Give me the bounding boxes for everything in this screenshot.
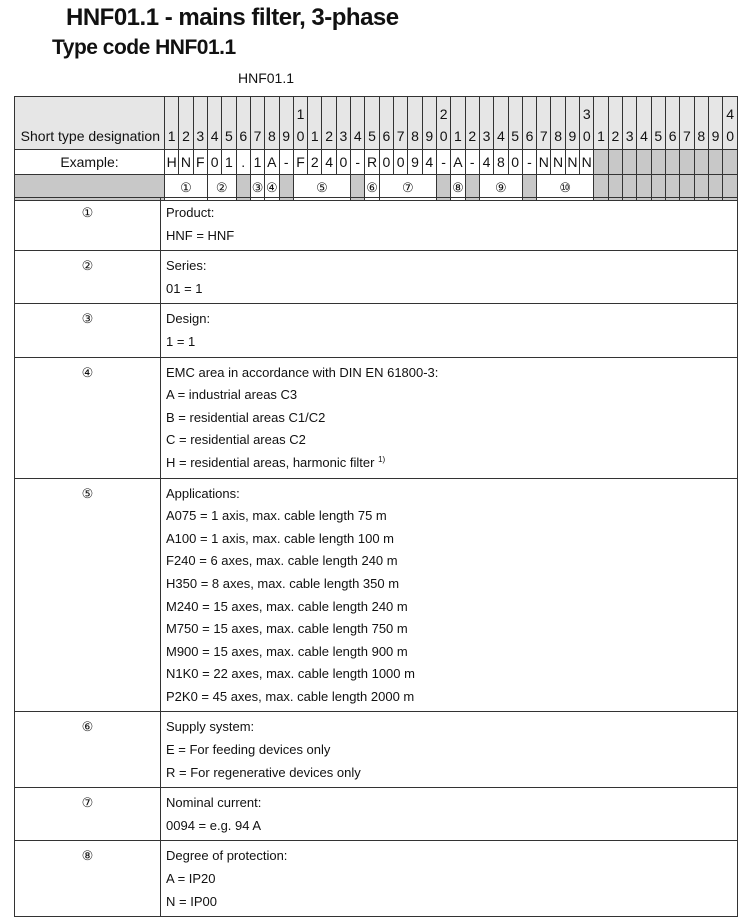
example-char-cell <box>637 150 651 175</box>
example-char-cell <box>723 150 738 175</box>
position-units: 8 <box>554 128 562 144</box>
example-char-cell: - <box>522 150 536 175</box>
position-units: 7 <box>539 128 548 144</box>
position-units: 3 <box>339 128 348 144</box>
position-units: 0 <box>439 128 448 144</box>
example-char-cell: - <box>279 150 293 175</box>
position-cell <box>637 97 651 150</box>
definition-row <box>15 304 738 357</box>
position-cell <box>365 97 379 150</box>
definition-marker: ③ <box>15 304 161 357</box>
definition-description <box>161 788 738 841</box>
example-char-cell <box>608 150 622 175</box>
position-cell <box>279 97 293 150</box>
definition-option-text: 0094 = e.g. 94 A <box>166 817 262 833</box>
position-tens <box>652 103 665 125</box>
definition-row <box>15 357 738 478</box>
position-tens <box>194 103 207 125</box>
definition-heading: Nominal current: <box>166 795 262 811</box>
section-title: Type code HNF01.1 <box>52 36 236 59</box>
position-cell <box>436 97 450 150</box>
position-units: 5 <box>511 128 520 144</box>
position-units: 5 <box>368 128 376 144</box>
definition-option <box>166 739 732 762</box>
group-marker-cell: ⑥ <box>365 175 379 201</box>
definition-option <box>166 225 732 248</box>
definition-marker: ④ <box>15 357 161 478</box>
position-units: 4 <box>353 128 362 144</box>
position-cell <box>250 97 264 150</box>
position-tens <box>179 103 192 125</box>
definition-option <box>166 407 732 430</box>
position-cell <box>651 97 665 150</box>
definition-option-text: A = IP20 <box>166 871 216 887</box>
position-tens <box>451 103 464 125</box>
position-tens <box>308 103 321 125</box>
position-units: 6 <box>668 128 677 144</box>
example-char-cell <box>623 150 637 175</box>
position-tens <box>709 103 722 125</box>
definition-description <box>161 357 738 478</box>
position-units: 7 <box>683 128 691 144</box>
position-cell <box>308 97 322 150</box>
position-cell <box>322 97 336 150</box>
definition-heading: EMC area in accordance with DIN EN 61800-3: <box>166 364 439 380</box>
position-units: 2 <box>468 128 477 144</box>
table-caption: HNF01.1 <box>238 70 295 86</box>
definition-option <box>166 868 732 891</box>
example-char-cell: F <box>293 150 307 175</box>
position-cell <box>665 97 679 150</box>
definition-option <box>166 331 732 354</box>
definition-heading: Series: <box>166 258 207 274</box>
position-units: 7 <box>253 128 262 144</box>
footnote-marker: 1) <box>378 454 386 464</box>
position-tens: 2 <box>439 106 448 122</box>
position-tens <box>322 103 335 125</box>
position-units: 8 <box>411 128 419 144</box>
position-tens <box>408 103 421 125</box>
definition-option-text: 1 = 1 <box>166 333 196 349</box>
example-char-cell: A <box>451 150 465 175</box>
position-units: 6 <box>239 128 248 144</box>
definition-option-text: P2K0 = 45 axes, max. cable length 2000 m <box>166 688 415 704</box>
position-cell <box>623 97 637 150</box>
position-units: 6 <box>382 128 391 144</box>
type-code-table <box>14 96 738 201</box>
definition-option-text: R = For regenerative devices only <box>166 764 361 780</box>
definition-row <box>15 198 738 251</box>
position-cell <box>451 97 465 150</box>
position-units: 3 <box>482 128 491 144</box>
definition-marker: ② <box>15 251 161 304</box>
position-tens <box>351 103 364 125</box>
position-units: 9 <box>711 128 720 144</box>
position-tens <box>494 103 507 125</box>
position-cell <box>165 97 179 150</box>
position-units: 9 <box>425 128 434 144</box>
example-char-cell: H <box>165 150 179 175</box>
position-cell <box>494 97 508 150</box>
position-tens <box>523 103 536 125</box>
position-tens <box>380 103 393 125</box>
position-header-row <box>15 97 738 150</box>
position-cell <box>565 97 579 150</box>
position-units: 2 <box>182 128 190 144</box>
definition-option <box>166 384 732 407</box>
definition-description <box>161 841 738 917</box>
example-row <box>15 150 738 175</box>
position-units: 1 <box>454 128 462 144</box>
example-char-cell: 2 <box>308 150 322 175</box>
example-char-cell: 4 <box>422 150 436 175</box>
position-cell <box>723 97 738 150</box>
example-char-cell: R <box>365 150 379 175</box>
example-char-cell: - <box>351 150 365 175</box>
definition-option <box>166 550 732 573</box>
definition-heading: Design: <box>166 311 211 327</box>
position-tens <box>666 103 679 125</box>
position-cell <box>336 97 350 150</box>
position-cell <box>551 97 565 150</box>
position-units: 8 <box>267 128 276 144</box>
position-cell <box>580 97 594 150</box>
position-tens <box>251 103 264 125</box>
position-cell <box>179 97 193 150</box>
definition-option <box>166 452 732 475</box>
example-char-cell: 1 <box>250 150 264 175</box>
example-char-cell: F <box>193 150 207 175</box>
position-cell <box>408 97 422 150</box>
position-tens <box>594 103 607 125</box>
position-tens <box>623 103 636 125</box>
position-cell <box>680 97 694 150</box>
position-units: 9 <box>282 128 291 144</box>
definition-option-text: M240 = 15 axes, max. cable length 240 m <box>166 598 408 614</box>
example-label: Example: <box>15 150 165 175</box>
position-tens <box>637 103 650 125</box>
example-char-cell <box>594 150 608 175</box>
position-cell <box>594 97 608 150</box>
position-tens <box>165 103 178 125</box>
definition-option <box>166 278 732 301</box>
position-tens <box>394 103 407 125</box>
position-units: 8 <box>697 128 706 144</box>
definition-description <box>161 478 738 712</box>
definition-option-text: M750 = 15 axes, max. cable length 750 m <box>166 621 408 637</box>
definition-heading: Degree of protection: <box>166 848 288 864</box>
position-cell <box>379 97 393 150</box>
position-units: 4 <box>210 128 219 144</box>
position-units: 4 <box>640 128 648 144</box>
position-cell <box>293 97 307 150</box>
example-char-cell <box>665 150 679 175</box>
position-tens <box>365 103 378 125</box>
definition-option-text: E = For feeding devices only <box>166 742 331 758</box>
definition-option-text: 01 = 1 <box>166 280 203 296</box>
position-tens <box>237 103 250 125</box>
definition-option-text: HNF = HNF <box>166 227 235 243</box>
definition-row <box>15 478 738 712</box>
position-cell <box>708 97 722 150</box>
position-tens <box>265 103 278 125</box>
definition-marker: ⑥ <box>15 712 161 788</box>
example-char-cell: N <box>537 150 551 175</box>
definition-description <box>161 251 738 304</box>
definition-option <box>166 528 732 551</box>
group-marker-cell: ⑦ <box>379 175 436 201</box>
position-tens <box>337 103 350 125</box>
position-cell <box>508 97 522 150</box>
group-marker-cell: ⑩ <box>537 175 594 201</box>
position-cell <box>522 97 536 150</box>
position-units: 3 <box>625 128 634 144</box>
example-char-cell: - <box>465 150 479 175</box>
example-char-cell <box>680 150 694 175</box>
definition-option-text: N1K0 = 22 axes, max. cable length 1000 m <box>166 666 415 682</box>
position-tens <box>466 103 479 125</box>
position-units: 2 <box>325 128 333 144</box>
position-units: 3 <box>196 128 205 144</box>
position-tens <box>280 103 293 125</box>
example-char-cell: N <box>551 150 565 175</box>
definition-option <box>166 762 732 785</box>
definition-row <box>15 251 738 304</box>
page-title: HNF01.1 - mains filter, 3-phase <box>66 4 399 31</box>
example-char-cell: A <box>265 150 279 175</box>
definition-option <box>166 596 732 619</box>
example-char-cell: 0 <box>336 150 350 175</box>
position-tens <box>509 103 522 125</box>
position-cell <box>265 97 279 150</box>
definition-row <box>15 788 738 841</box>
example-char-cell: 0 <box>508 150 522 175</box>
definition-option-text: A100 = 1 axis, max. cable length 100 m <box>166 530 394 546</box>
definition-option-text: C = residential areas C2 <box>166 432 306 448</box>
example-char-cell: 4 <box>322 150 336 175</box>
position-cell <box>537 97 551 150</box>
example-char-cell: 0 <box>394 150 408 175</box>
group-marker-cell: ⑨ <box>479 175 522 201</box>
example-char-cell: 4 <box>479 150 493 175</box>
example-char-cell: - <box>436 150 450 175</box>
definition-option-text: N = IP00 <box>166 893 217 909</box>
definition-row <box>15 712 738 788</box>
example-char-cell <box>708 150 722 175</box>
definition-option-text: B = residential areas C1/C2 <box>166 409 326 425</box>
definitions-table <box>14 197 738 917</box>
example-char-cell: N <box>580 150 594 175</box>
position-cell <box>422 97 436 150</box>
definition-option-text: H350 = 8 axes, max. cable length 350 m <box>166 575 400 591</box>
position-cell <box>351 97 365 150</box>
position-units: 4 <box>496 128 505 144</box>
definition-option <box>166 663 732 686</box>
position-units: 9 <box>568 128 577 144</box>
definition-option-text: H = residential areas, harmonic filter <box>166 454 375 470</box>
group-marker-cell: ① <box>165 175 208 201</box>
group-marker-cell: ③ <box>250 175 264 201</box>
position-tens <box>222 103 235 125</box>
position-tens <box>537 103 550 125</box>
position-cell <box>222 97 236 150</box>
definition-description <box>161 198 738 251</box>
definition-option-text: M900 = 15 axes, max. cable length 900 m <box>166 643 408 659</box>
position-units: 7 <box>396 128 405 144</box>
position-units: 2 <box>611 128 620 144</box>
position-cell <box>694 97 708 150</box>
position-cell <box>465 97 479 150</box>
position-tens <box>480 103 493 125</box>
position-tens <box>208 103 221 125</box>
group-marker-cell: ⑤ <box>293 175 350 201</box>
group-marker-cell: ④ <box>265 175 279 201</box>
position-units: 0 <box>582 128 591 144</box>
definition-option <box>166 618 732 641</box>
definition-option-text: F240 = 6 axes, max. cable length 240 m <box>166 553 398 569</box>
definition-option <box>166 573 732 596</box>
example-char-cell: 0 <box>207 150 221 175</box>
position-tens: 3 <box>582 106 591 122</box>
example-char-cell: N <box>179 150 193 175</box>
definition-marker: ① <box>15 198 161 251</box>
definition-option-text: A075 = 1 axis, max. cable length 75 m <box>166 508 387 524</box>
position-cell <box>207 97 221 150</box>
position-tens <box>609 103 622 125</box>
definition-option <box>166 815 732 838</box>
position-tens <box>680 103 693 125</box>
short-type-designation-label: Short type designation <box>15 97 165 150</box>
position-units: 1 <box>167 128 176 144</box>
definition-option <box>166 641 732 664</box>
definition-option <box>166 891 732 914</box>
definition-option-text: A = industrial areas C3 <box>166 387 298 403</box>
position-cell <box>236 97 250 150</box>
position-units: 0 <box>726 128 734 144</box>
position-cell <box>394 97 408 150</box>
definition-heading: Supply system: <box>166 719 255 735</box>
position-units: 6 <box>525 128 534 144</box>
position-units: 1 <box>310 128 319 144</box>
definition-marker: ⑧ <box>15 841 161 917</box>
position-tens <box>423 103 436 125</box>
definition-option <box>166 429 732 452</box>
position-units: 5 <box>654 128 663 144</box>
position-tens: 1 <box>296 106 305 122</box>
position-cell <box>479 97 493 150</box>
example-char-cell: 1 <box>222 150 236 175</box>
definition-row <box>15 841 738 917</box>
definition-option <box>166 505 732 528</box>
example-char-cell: 8 <box>494 150 508 175</box>
definition-option <box>166 686 732 709</box>
position-cell <box>608 97 622 150</box>
group-marker-cell: ② <box>207 175 236 201</box>
position-cell <box>193 97 207 150</box>
example-char-cell: . <box>236 150 250 175</box>
position-tens: 4 <box>726 106 734 122</box>
position-tens <box>566 103 579 125</box>
position-units: 5 <box>225 128 233 144</box>
definition-marker: ⑦ <box>15 788 161 841</box>
position-tens <box>695 103 708 125</box>
definition-description <box>161 712 738 788</box>
example-char-cell: 0 <box>379 150 393 175</box>
definition-description <box>161 304 738 357</box>
example-char-cell: N <box>565 150 579 175</box>
definition-heading: Applications: <box>166 485 240 501</box>
position-units: 1 <box>597 128 605 144</box>
example-char-cell <box>651 150 665 175</box>
group-marker-cell: ⑧ <box>451 175 465 201</box>
example-char-cell: 9 <box>408 150 422 175</box>
example-char-cell <box>694 150 708 175</box>
definition-marker: ⑤ <box>15 478 161 712</box>
definition-heading: Product: <box>166 205 215 220</box>
position-units: 0 <box>296 128 305 144</box>
position-tens <box>551 103 564 125</box>
